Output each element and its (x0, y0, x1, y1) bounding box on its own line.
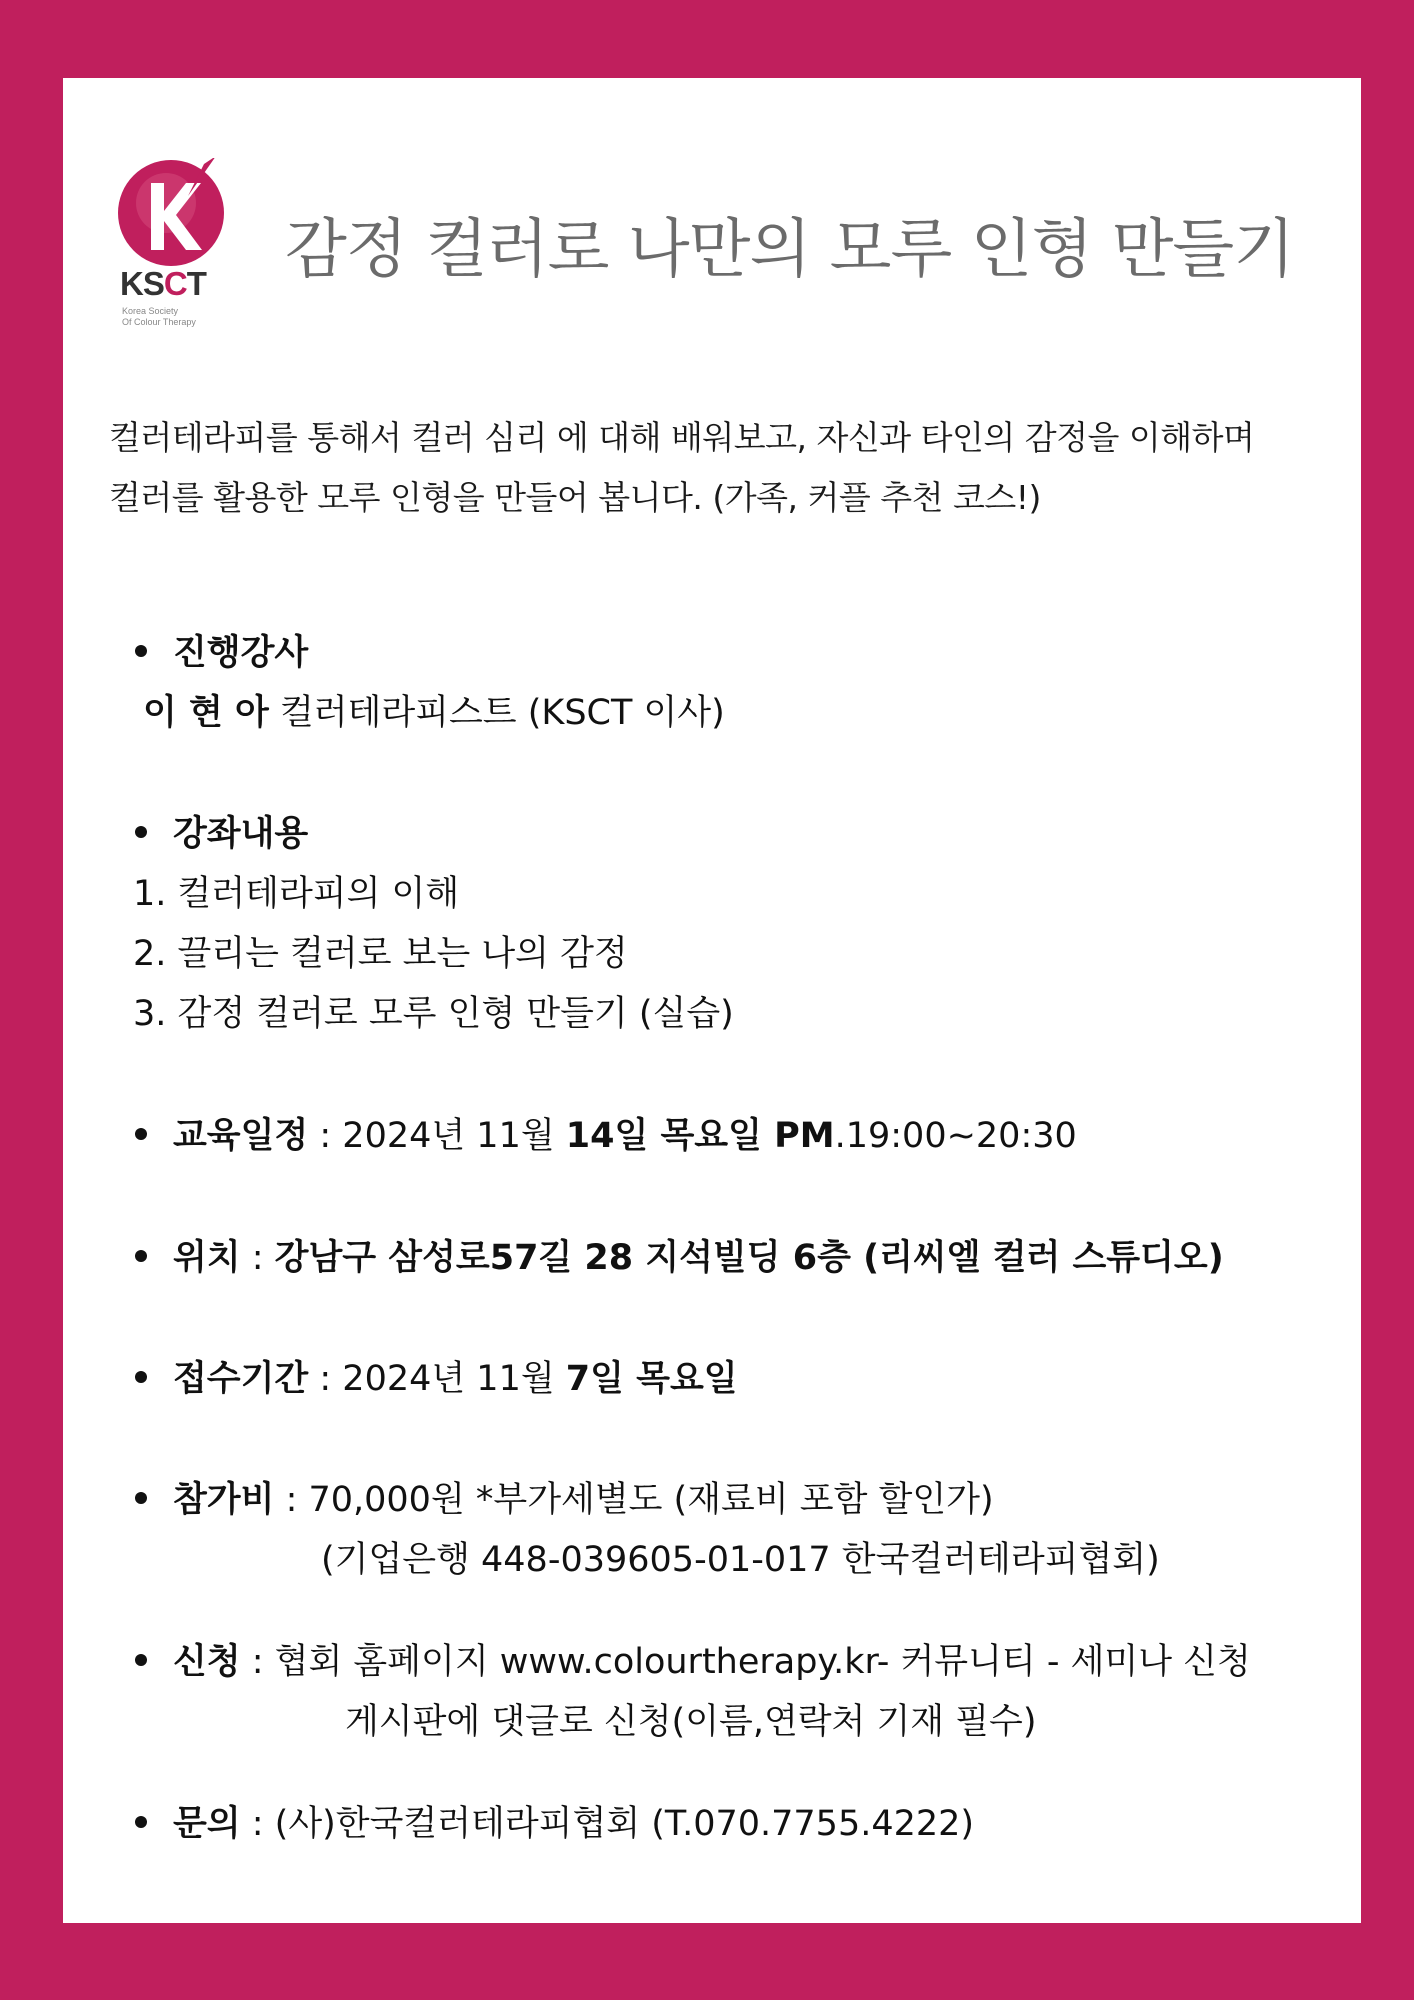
period-day: 7일 목요일 (565, 1359, 738, 1399)
ksct-logo-mark (116, 158, 226, 268)
apply-value: 협회 홈페이지 www.colourtherapy.kr- 커뮤니티 - 세미나 신청 (274, 1642, 1251, 1682)
bullet (135, 1250, 147, 1262)
separator: : (308, 1359, 343, 1399)
bullet (135, 1654, 147, 1666)
instructor-line (143, 685, 725, 735)
bullet (135, 826, 147, 838)
page-title: 감정 컬러로 나만의 모루 인형 만들기 (285, 213, 1295, 287)
schedule-time: .19:00~20:30 (834, 1116, 1077, 1156)
schedule-date: 2024년 11월 (342, 1116, 566, 1156)
separator: : (274, 1480, 309, 1520)
apply-label: 신청 (173, 1642, 241, 1682)
apply-note: 게시판에 댓글로 신청(이름,연락처 기재 필수) (345, 1702, 1037, 1742)
intro-paragraph (109, 408, 1349, 528)
separator: : (240, 1238, 275, 1278)
fee-text (173, 1472, 994, 1522)
separator: : (308, 1116, 343, 1156)
content-item: 3. 감정 컬러로 모루 인형 만들기 (실습) (133, 994, 734, 1034)
content-item: 2. 끌리는 컬러로 보는 나의 감정 (133, 934, 628, 974)
schedule-day: 14일 목요일 PM (565, 1116, 835, 1156)
location-text (173, 1230, 1224, 1280)
logo-acronym: KSCT (120, 265, 206, 302)
period-date: 2024년 11월 (342, 1359, 566, 1399)
bullet (135, 1492, 147, 1504)
fee-label: 참가비 (173, 1480, 275, 1520)
content-item: 1. 컬러테라피의 이해 (133, 874, 460, 914)
bullet (135, 1128, 147, 1140)
logo-subtitle: Korea Society Of Colour Therapy (122, 306, 196, 327)
intro-line: 컬러를 활용한 모루 인형을 만들어 봅니다. (가족, 커플 추천 코스!) (109, 478, 1041, 517)
separator: : (240, 1804, 275, 1844)
inquiry-label: 문의 (173, 1804, 241, 1844)
bullet (135, 1371, 147, 1383)
apply-text (173, 1634, 1251, 1684)
schedule-text (173, 1108, 1077, 1158)
inquiry-text (173, 1796, 974, 1846)
ksct-logo (116, 158, 236, 338)
content-heading: 강좌내용 (173, 814, 309, 854)
separator: : (240, 1642, 275, 1682)
period-label: 접수기간 (173, 1359, 309, 1399)
location-label: 위치 (173, 1238, 241, 1278)
bullet (135, 645, 147, 657)
flyer-card (63, 78, 1361, 1923)
inquiry-value: (사)한국컬러테라피협회 (T.070.7755.4222) (274, 1804, 975, 1844)
location-value: 강남구 삼성로57길 28 지석빌딩 6층 (리씨엘 컬러 스튜디오) (274, 1238, 1224, 1278)
schedule-label: 교육일정 (173, 1116, 309, 1156)
instructor-role: 컬러테라피스트 (KSCT 이사) (268, 693, 725, 733)
fee-value: 70,000원 *부가세별도 (재료비 포함 할인가) (308, 1480, 994, 1520)
period-text (173, 1351, 738, 1401)
instructor-heading: 진행강사 (173, 633, 309, 673)
instructor-name: 이 현 아 (143, 693, 269, 733)
bullet (135, 1816, 147, 1828)
fee-account: (기업은행 448-039605-01-017 한국컬러테라피협회) (321, 1540, 1160, 1580)
intro-line: 컬러테라피를 통해서 컬러 심리 에 대해 배워보고, 자신과 타인의 감정을 이해하며 (109, 418, 1255, 457)
